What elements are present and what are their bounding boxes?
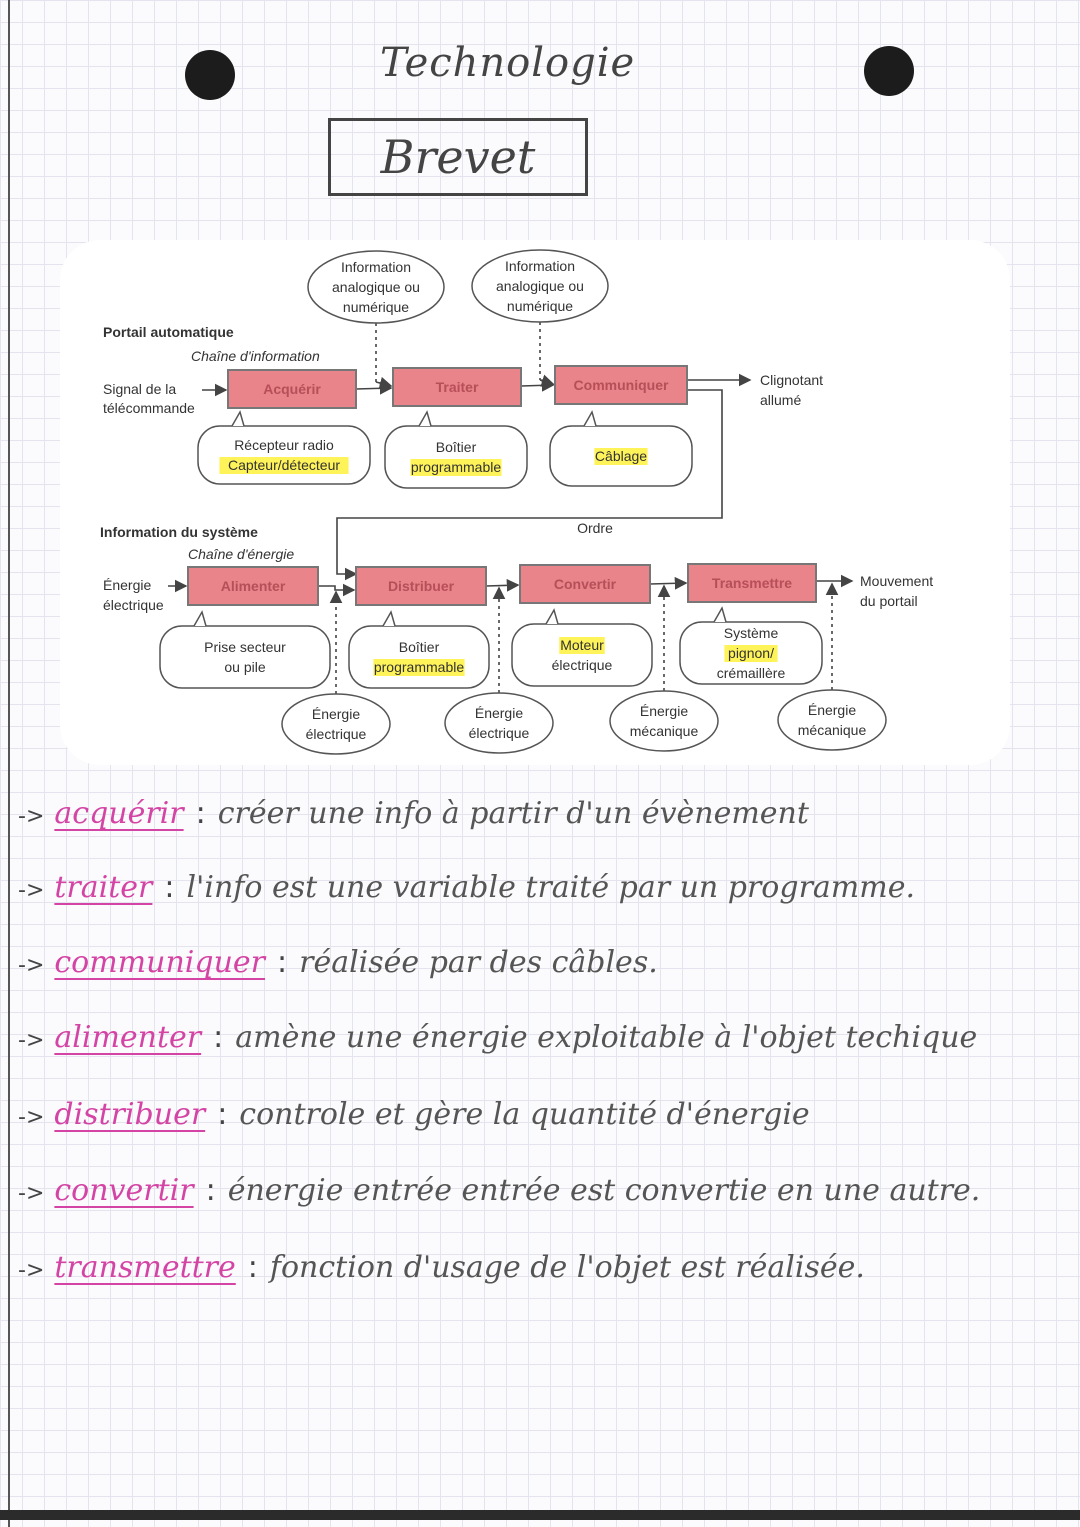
component-moteur-pointer: [546, 610, 558, 624]
energy-output-ellipse: [778, 690, 886, 750]
component-prise-text-0: Prise secteur: [204, 639, 286, 655]
definition-term: transmettre: [54, 1250, 236, 1285]
system-info-label: Information du système: [100, 524, 258, 540]
definition-term: alimenter: [54, 1020, 202, 1055]
component-boitier-info-text-1: programmable: [410, 459, 502, 475]
diagram-title: Portail automatique: [103, 324, 234, 340]
binder-hole-right: [864, 46, 914, 96]
arrow-icon: ->: [18, 953, 45, 978]
definition-text: l'info est une variable traité par un programme.: [186, 870, 915, 905]
energy-output-ellipse: [610, 691, 718, 751]
component-pignon-text-0: Système: [723, 625, 779, 641]
energy-chain-label: Chaîne d'énergie: [188, 546, 295, 562]
component-prise-bubble: [160, 626, 330, 688]
definition-term: acquérir: [54, 796, 184, 831]
functional-chain-diagram: [60, 240, 1010, 765]
info-input-text-1-line-2: numérique: [506, 297, 574, 314]
energy-output-text-1-line-1: électrique: [468, 724, 530, 741]
component-boitier-info-text-0: Boîtier: [435, 439, 477, 455]
info-input-text-0-line-0: Information: [340, 258, 412, 275]
component-boitier-info-bubble: [385, 426, 527, 488]
component-moteur-bubble: [512, 624, 652, 686]
energy-link-1: [486, 585, 518, 586]
definition-colon: :: [164, 870, 175, 905]
definition-term: distribuer: [54, 1097, 206, 1132]
page-title: Technologie: [380, 40, 636, 86]
definition-colon: :: [247, 1250, 258, 1285]
component-recepteur-text-1: Capteur/détecteur: [227, 457, 341, 473]
definition-colon: :: [195, 796, 206, 831]
info-input-text-0-line-1: analogique ou: [332, 278, 420, 295]
energy-output-ellipse: [282, 694, 390, 754]
energy-end-label-0: Mouvement: [860, 573, 934, 589]
definition-text: controle et gère la quantité d'énergie: [239, 1097, 810, 1132]
component-boitier-info-pointer: [419, 412, 431, 426]
energy-output-text-0-line-0: Énergie: [311, 705, 361, 722]
energy-output-text-0-line-1: électrique: [305, 725, 367, 742]
definition-term: traiter: [54, 870, 153, 905]
definition-text: amène une énergie exploitable à l'objet techique: [235, 1020, 978, 1055]
boxed-title: [328, 118, 588, 196]
info-chain-label: Chaîne d'information: [191, 348, 320, 364]
definition-text: créer une info à partir d'un évènement: [217, 796, 809, 831]
info-input-arrow-1: [540, 380, 553, 384]
component-cablage-pointer: [584, 412, 596, 426]
definition-text: fonction d'usage de l'objet est réalisée.: [269, 1250, 865, 1285]
energy-link-2: [650, 583, 686, 584]
function-label-acquérir: Acquérir: [263, 381, 321, 397]
definition-row: [18, 945, 658, 980]
arrow-icon: ->: [18, 878, 45, 903]
component-boitier-energie-pointer: [383, 612, 395, 626]
energy-start-label-1: électrique: [103, 597, 164, 613]
component-moteur-text-0: Moteur: [560, 637, 604, 653]
energy-end-label-1: du portail: [860, 593, 918, 609]
definition-row: [18, 1250, 865, 1285]
component-boitier-energie-text-1: programmable: [373, 659, 465, 675]
function-label-communiquer: Communiquer: [573, 377, 669, 393]
info-link-1: [521, 385, 553, 386]
component-pignon-text-2: crémaillère: [716, 665, 786, 681]
energy-output-text-3-line-0: Énergie: [807, 701, 857, 718]
component-prise-pointer: [194, 612, 206, 626]
arrow-icon: ->: [18, 1028, 45, 1053]
definition-row: [18, 1020, 977, 1055]
component-boitier-energie-bubble: [349, 626, 489, 688]
info-input-text-1-line-0: Information: [504, 257, 576, 274]
definition-colon: :: [217, 1097, 228, 1132]
info-start-label-0: Signal de la: [103, 381, 177, 397]
component-recepteur-pointer: [232, 412, 244, 426]
info-start-label-1: télécommande: [103, 400, 195, 416]
component-recepteur-bubble: [198, 426, 370, 484]
page-bottom-edge: [0, 1510, 1080, 1520]
energy-link-0: [318, 586, 354, 590]
info-input-text-1-line-1: analogique ou: [496, 277, 584, 294]
component-recepteur-text-0: Récepteur radio: [234, 437, 334, 453]
energy-start-label-0: Énergie: [103, 577, 152, 593]
definition-term: convertir: [54, 1173, 194, 1208]
definition-colon: :: [205, 1173, 216, 1208]
arrow-icon: ->: [18, 1181, 45, 1206]
binder-hole-left: [185, 50, 235, 100]
component-prise-text-1: ou pile: [224, 659, 266, 675]
function-label-traiter: Traiter: [435, 379, 479, 395]
definition-row: [18, 1173, 980, 1208]
energy-output-text-3-line-1: mécanique: [797, 721, 867, 738]
arrow-icon: ->: [18, 1105, 45, 1130]
definition-text: réalisée par des câbles.: [299, 945, 658, 980]
definition-colon: :: [213, 1020, 224, 1055]
energy-output-text-1-line-0: Énergie: [474, 704, 524, 721]
function-label-alimenter: Alimenter: [220, 578, 286, 594]
definition-row: [18, 796, 809, 831]
energy-output-ellipse: [445, 693, 553, 753]
info-link-0: [356, 388, 391, 389]
arrow-icon: ->: [18, 804, 45, 829]
arrow-icon: ->: [18, 1258, 45, 1283]
margin-line: [8, 0, 10, 1527]
info-end-label-0: Clignotant: [760, 372, 824, 388]
definition-text: énergie entrée entrée est convertie en une autre.: [227, 1173, 981, 1208]
order-label: Ordre: [577, 520, 613, 536]
component-boitier-energie-text-0: Boîtier: [398, 639, 440, 655]
info-input-text-0-line-2: numérique: [342, 298, 410, 315]
function-label-convertir: Convertir: [553, 576, 617, 592]
info-input-arrow-0: [376, 382, 391, 386]
energy-output-text-2-line-0: Énergie: [639, 702, 689, 719]
function-label-distribuer: Distribuer: [387, 578, 455, 594]
definition-colon: :: [277, 945, 288, 980]
component-cablage-text-0: Câblage: [594, 448, 648, 464]
definition-row: [18, 870, 915, 905]
component-moteur-text-1: électrique: [551, 657, 613, 673]
component-pignon-text-1: pignon/: [728, 645, 774, 661]
function-label-transmettre: Transmettre: [711, 575, 793, 591]
definition-term: communiquer: [54, 945, 265, 980]
definition-row: [18, 1097, 810, 1132]
boxed-title-text: Brevet: [380, 130, 536, 184]
component-pignon-pointer: [714, 608, 726, 622]
info-end-label-1: allumé: [760, 392, 802, 408]
energy-output-text-2-line-1: mécanique: [629, 722, 699, 739]
diagram-card: [60, 240, 1010, 765]
